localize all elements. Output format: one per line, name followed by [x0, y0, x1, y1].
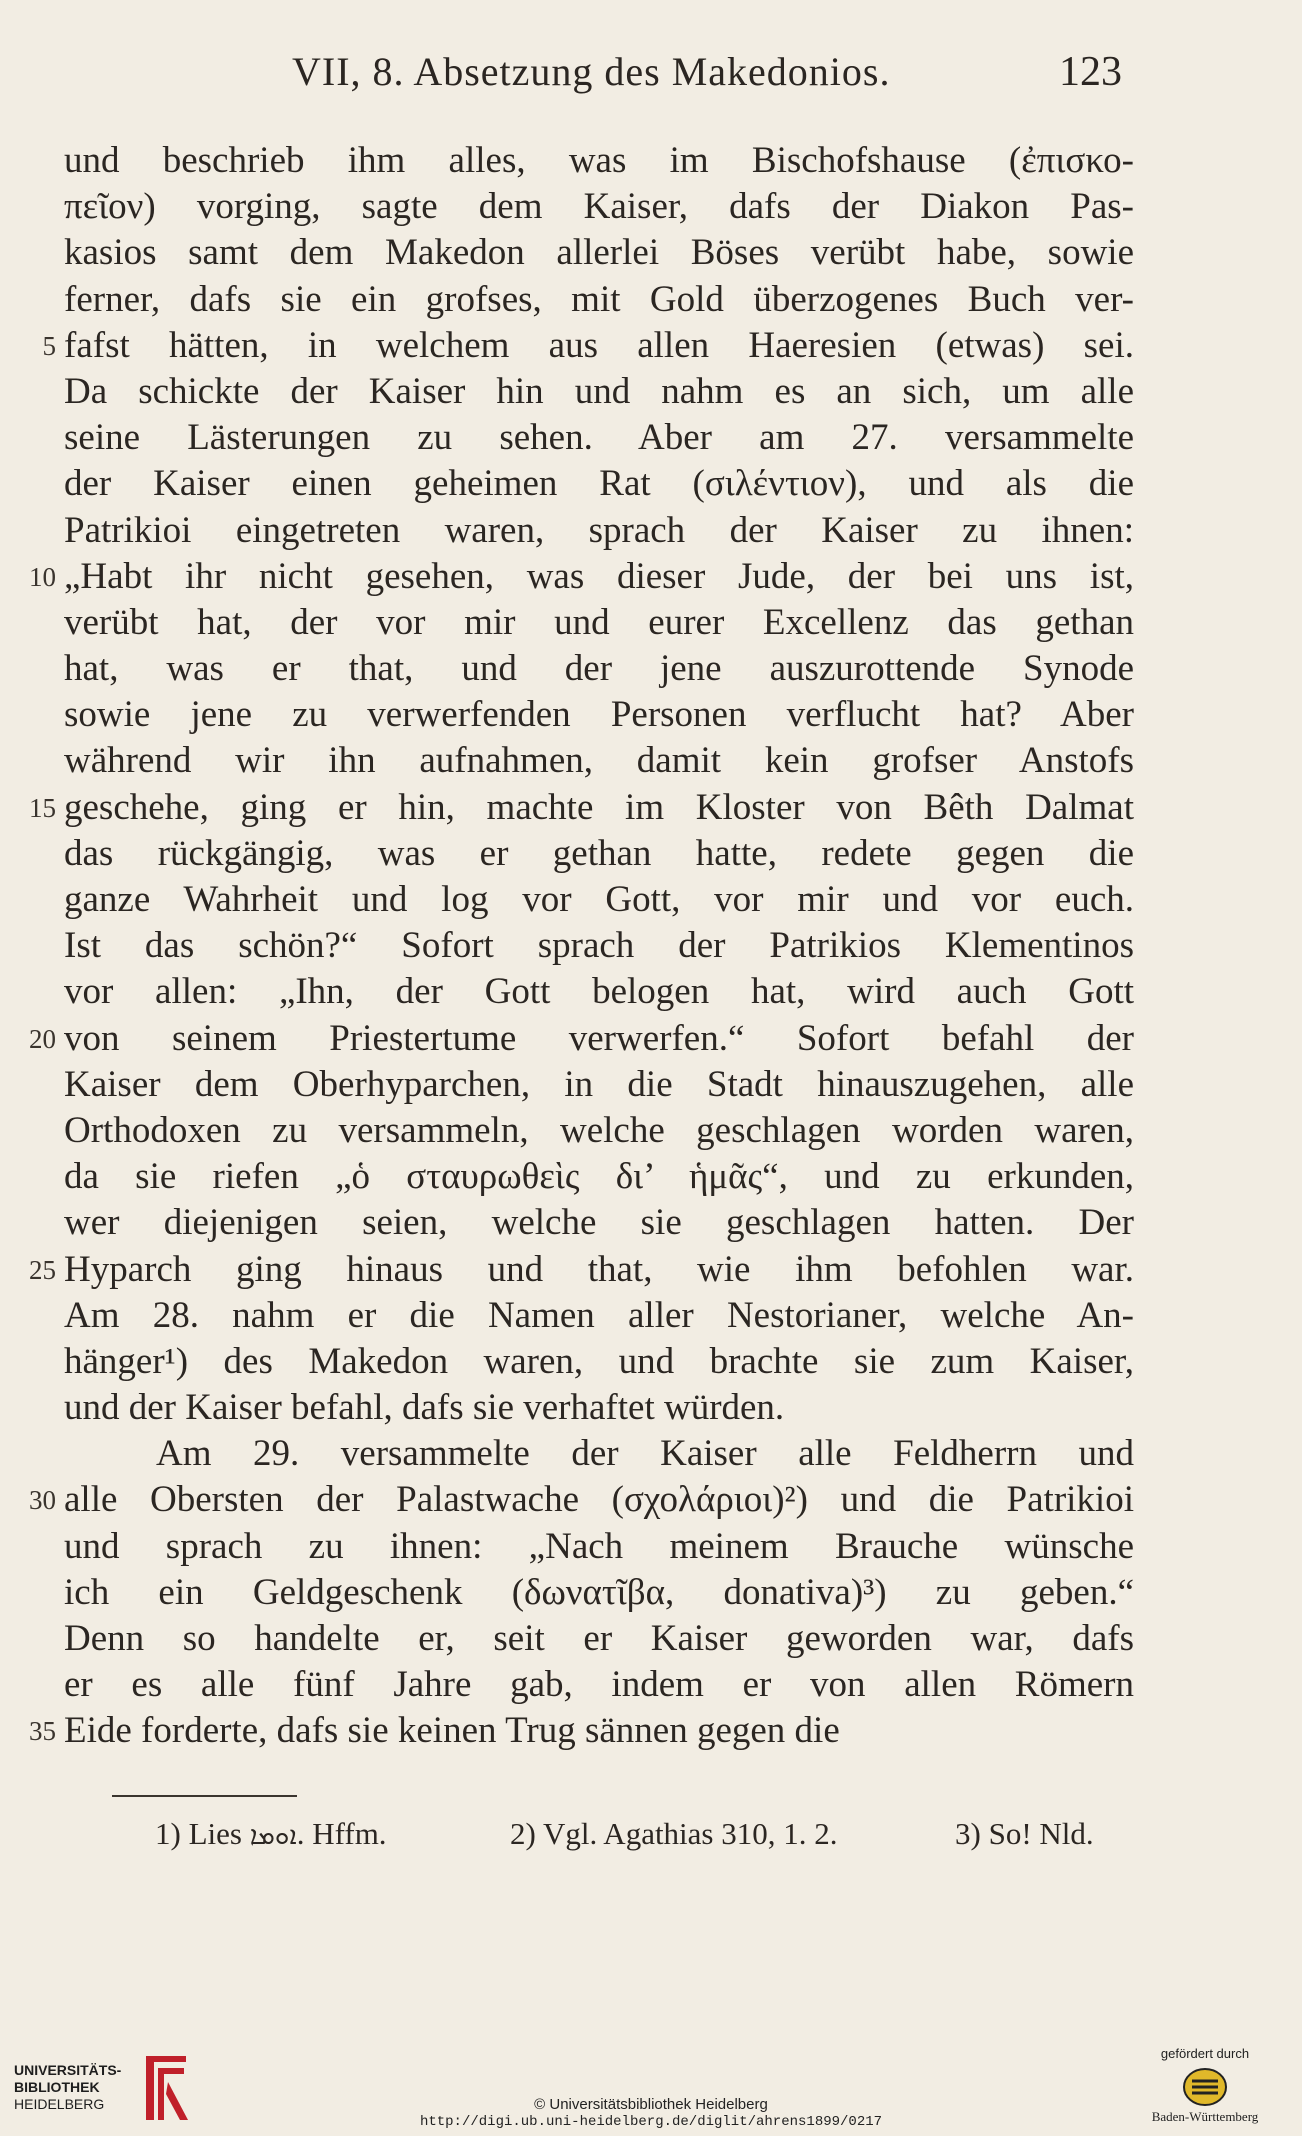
line-text: hat, was er that, und der jene auszurottende Synode	[64, 648, 1134, 690]
footnote-2: 2) Vgl. Agathias 310, 1. 2.	[510, 1816, 838, 1851]
line-text: seine Lästerungen zu sehen. Aber am 27. versammelte	[64, 417, 1134, 459]
line-text: Patrikioi eingetreten waren, sprach der Kaiser zu ihnen:	[64, 509, 1134, 551]
body-text	[29, 138, 1134, 1755]
library-name-line2: BIBLIOTHEK	[14, 2079, 100, 2095]
text-line	[64, 1385, 1134, 1431]
footnote-1-rest: . Hffm.	[296, 1816, 387, 1851]
text-line	[64, 1062, 1134, 1108]
text-line	[64, 1108, 1134, 1154]
text-line	[29, 1708, 1134, 1754]
footnote-1-syriac: ܐܘܡܐ	[249, 1821, 297, 1851]
line-text: und beschrieb ihm alles, was im Bischofshause (ἐπισκο-	[64, 140, 1134, 181]
footnote-rule	[112, 1795, 297, 1797]
text-line	[64, 692, 1134, 738]
text-line	[64, 877, 1134, 923]
text-line	[64, 1431, 1134, 1477]
line-text: Eide forderte, dafs sie keinen Trug sännen gegen die	[64, 1710, 840, 1752]
line-text: Da schickte der Kaiser hin und nahm es an sich, um alle	[64, 370, 1134, 412]
text-line	[64, 600, 1134, 646]
line-number: 5	[42, 330, 56, 361]
line-number: 15	[29, 792, 56, 823]
line-text: „Habt ihr nicht gesehen, was dieser Jude, der bei uns ist,	[64, 555, 1134, 597]
line-text: verübt hat, der vor mir und eurer Excellenz das gethan	[64, 601, 1134, 643]
line-text: vor allen: „Ihn, der Gott belogen hat, wird auch Gott	[64, 971, 1134, 1013]
line-text: Am 29. versammelte der Kaiser alle Feldherrn und	[156, 1433, 1134, 1475]
library-name-line3: HEIDELBERG	[14, 2096, 105, 2112]
text-line	[64, 461, 1134, 507]
digitization-footer	[0, 2036, 1302, 2136]
running-title: VII, 8. Absetzung des Makedonios.	[292, 49, 891, 94]
page-number: 123	[1059, 49, 1122, 95]
text-line	[64, 1154, 1134, 1200]
line-text: πεῖον) vorging, sagte dem Kaiser, dafs der Diakon Pas-	[64, 186, 1134, 228]
text-line	[29, 1477, 1134, 1523]
footnotes	[155, 1812, 1135, 1856]
line-text: und sprach zu ihnen: „Nach meinem Brauche wünsche	[64, 1525, 1134, 1567]
line-number: 30	[29, 1485, 56, 1516]
running-header	[0, 48, 1302, 98]
line-number: 35	[29, 1716, 56, 1747]
line-text: wer diejenigen seien, welche sie geschlagen hatten. Der	[64, 1202, 1134, 1244]
text-line	[64, 230, 1134, 276]
text-line	[64, 1293, 1134, 1339]
line-text: sowie jene zu verwerfenden Personen verflucht hat? Aber	[64, 694, 1134, 736]
text-line	[64, 831, 1134, 877]
line-text: Hyparch ging hinaus und that, wie ihm befohlen war.	[64, 1248, 1134, 1290]
text-line	[64, 277, 1134, 323]
line-text: da sie riefen „ὁ σταυρωθεὶς δι’ ἡμᾶς“, und zu erkunden,	[64, 1156, 1134, 1198]
state-coat-of-arms-icon	[1182, 2067, 1228, 2107]
line-text: Ist das schön?“ Sofort sprach der Patrikios Klementinos	[64, 925, 1134, 967]
line-text: hänger¹) des Makedon waren, und brachte sie zum Kaiser,	[64, 1340, 1134, 1382]
text-line	[29, 554, 1134, 600]
text-line	[64, 738, 1134, 784]
line-text: und der Kaiser befahl, dafs sie verhaftet würden.	[64, 1387, 785, 1429]
line-text: ganze Wahrheit und log vor Gott, vor mir und vor euch.	[64, 879, 1134, 920]
text-line	[64, 646, 1134, 692]
line-text: Denn so handelte er, seit er Kaiser geworden war, dafs	[64, 1618, 1134, 1659]
text-line	[64, 369, 1134, 415]
line-number: 10	[29, 561, 56, 592]
line-text: von seinem Priestertume verwerfen.“ Sofort befahl der	[64, 1017, 1134, 1059]
text-line	[42, 323, 1134, 369]
text-line	[64, 969, 1134, 1015]
line-text: ferner, dafs sie ein grofses, mit Gold überzogenes Buch ver-	[64, 278, 1134, 320]
line-text: kasios samt dem Makedon allerlei Böses verübt habe, sowie	[64, 232, 1134, 274]
text-line	[29, 785, 1134, 831]
line-text: der Kaiser einen geheimen Rat (σιλέντιον), und als die	[64, 463, 1134, 505]
line-text: alle Obersten der Palastwache (σχολάριοι)²) und die Patrikioi	[64, 1479, 1134, 1521]
text-line	[64, 923, 1134, 969]
line-text: das rückgängig, was er gethan hatte, redete gegen die	[64, 832, 1134, 874]
text-line	[64, 508, 1134, 554]
text-line	[29, 1247, 1134, 1293]
line-text: er es alle fünf Jahre gab, indem er von allen Römern	[64, 1664, 1134, 1706]
text-line	[64, 138, 1134, 184]
footnote-3: 3) So! Nld.	[955, 1816, 1094, 1851]
line-text: ich ein Geldgeschenk (δωνατῖβα, donativa)³) zu geben.“	[64, 1571, 1134, 1613]
copyright-notice: © Universitätsbibliothek Heidelberg	[534, 2096, 768, 2113]
footnote-1	[155, 1812, 387, 1858]
text-line	[64, 1616, 1134, 1662]
sponsor-block	[1130, 2046, 1280, 2130]
source-url[interactable]: http://digi.ub.uni-heidelberg.de/diglit/ahrens1899/0217	[419, 2114, 883, 2130]
line-text: Am 28. nahm er die Namen aller Nestorianer, welche An-	[64, 1294, 1134, 1336]
footnote-1-label: 1) Lies	[155, 1816, 242, 1851]
text-line	[64, 1662, 1134, 1708]
line-text: geschehe, ging er hin, machte im Kloster von Bêth Dalmat	[64, 786, 1134, 828]
line-number: 20	[29, 1023, 56, 1054]
line-text: Kaiser dem Oberhyparchen, in die Stadt hinauszugehen, alle	[64, 1063, 1134, 1105]
line-text: Orthodoxen zu versammeln, welche geschlagen worden waren,	[64, 1109, 1134, 1151]
text-line	[64, 1339, 1134, 1385]
sponsor-label: gefördert durch	[1160, 2046, 1250, 2061]
line-text: während wir ihn aufnahmen, damit kein grofser Anstofs	[64, 740, 1134, 782]
line-text: fafst hätten, in welchem aus allen Haeresien (etwas) sei.	[64, 324, 1134, 366]
text-line	[64, 184, 1134, 230]
library-name-line1: UNIVERSITÄTS-	[14, 2062, 122, 2078]
text-line	[64, 1524, 1134, 1570]
text-line	[29, 1016, 1134, 1062]
text-line	[64, 1570, 1134, 1616]
sponsor-state: Baden-Württemberg	[1151, 2109, 1259, 2124]
text-line	[64, 1200, 1134, 1246]
text-line	[64, 415, 1134, 461]
line-number: 25	[29, 1254, 56, 1285]
